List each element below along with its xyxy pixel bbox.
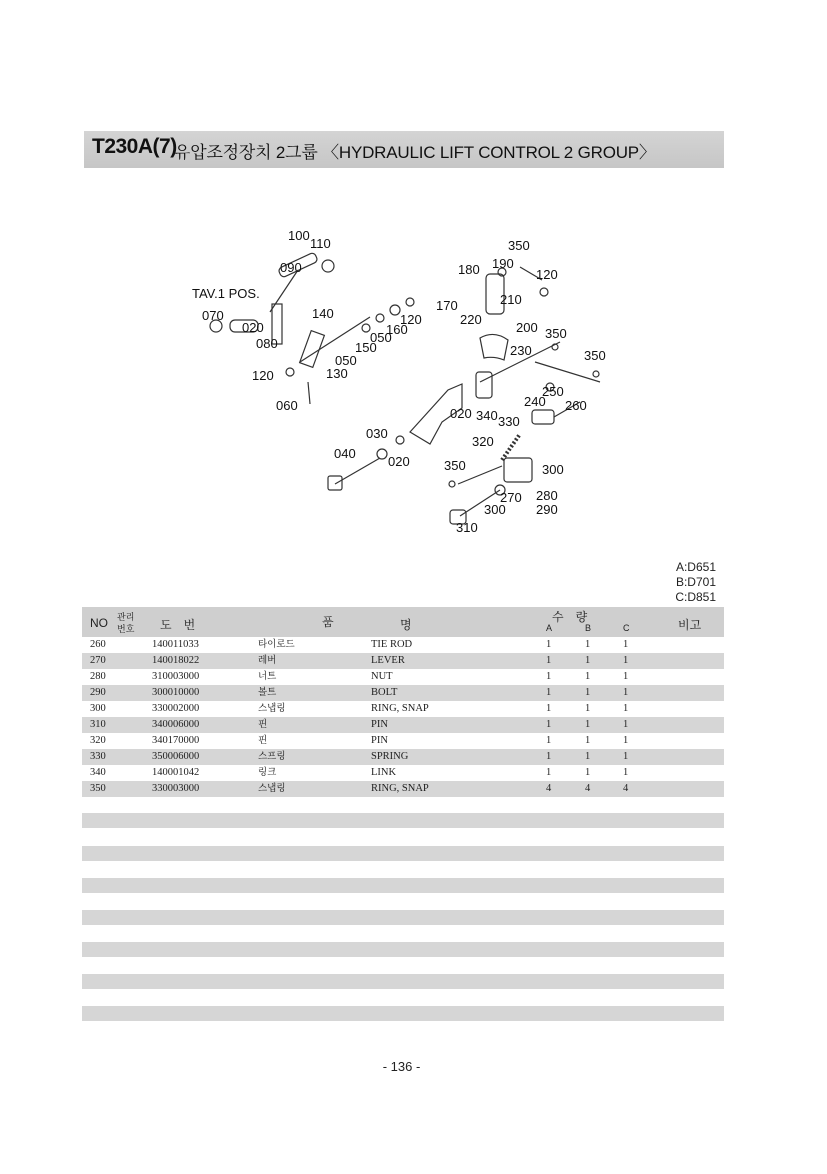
part-name-en: RING, SNAP bbox=[371, 703, 429, 714]
page-number: - 136 - bbox=[382, 1059, 421, 1074]
part-name-kr: 링크 bbox=[258, 767, 277, 778]
qty-c: 1 bbox=[623, 655, 629, 666]
header-qty: 수 량 bbox=[552, 610, 588, 624]
svg-text:350: 350 bbox=[545, 326, 567, 341]
table-row bbox=[82, 685, 724, 701]
part-name-en: PIN bbox=[371, 719, 388, 730]
part-code: 340006000 bbox=[152, 719, 200, 730]
table-row bbox=[82, 765, 724, 781]
qty-c: 1 bbox=[623, 639, 629, 650]
part-name-en: LEVER bbox=[371, 655, 405, 666]
table-row bbox=[82, 669, 724, 685]
qty-a: 1 bbox=[546, 671, 552, 682]
model-b: B:D701 bbox=[675, 575, 716, 589]
empty-row-stripe bbox=[82, 813, 724, 828]
part-name-kr: 너트 bbox=[258, 671, 277, 682]
svg-text:040: 040 bbox=[334, 446, 356, 461]
qty-b: 1 bbox=[585, 639, 591, 650]
table-row bbox=[82, 733, 724, 749]
svg-text:050: 050 bbox=[335, 353, 357, 368]
svg-text:120: 120 bbox=[536, 267, 558, 282]
svg-text:120: 120 bbox=[400, 312, 422, 327]
svg-text:340: 340 bbox=[476, 408, 498, 423]
part-name-kr: 볼트 bbox=[258, 687, 277, 698]
header-no: NO bbox=[90, 616, 108, 630]
qty-b: 1 bbox=[585, 735, 591, 746]
qty-c: 1 bbox=[623, 703, 629, 714]
part-code: 140011033 bbox=[152, 639, 199, 650]
qty-a: 1 bbox=[546, 751, 552, 762]
qty-b: 1 bbox=[585, 671, 591, 682]
qty-c: 1 bbox=[623, 671, 629, 682]
part-code: 330002000 bbox=[152, 703, 200, 714]
svg-text:190: 190 bbox=[492, 256, 514, 271]
header-name-a: 품 bbox=[322, 615, 334, 629]
part-name-en: RING, SNAP bbox=[371, 783, 429, 794]
part-name-en: PIN bbox=[371, 735, 388, 746]
part-name-en: SPRING bbox=[371, 751, 409, 762]
part-code: 300010000 bbox=[152, 687, 200, 698]
qty-c: 1 bbox=[623, 735, 629, 746]
svg-text:140: 140 bbox=[312, 306, 334, 321]
part-no: 320 bbox=[90, 735, 106, 746]
svg-text:070: 070 bbox=[202, 308, 224, 323]
qty-a: 1 bbox=[546, 655, 552, 666]
qty-c: 4 bbox=[623, 783, 629, 794]
empty-row-stripe bbox=[82, 910, 724, 925]
header-qty-a: A bbox=[546, 623, 553, 633]
svg-text:020: 020 bbox=[450, 406, 472, 421]
svg-text:350: 350 bbox=[584, 348, 606, 363]
svg-text:320: 320 bbox=[472, 434, 494, 449]
part-no: 330 bbox=[90, 751, 106, 762]
svg-text:290: 290 bbox=[536, 502, 558, 517]
svg-text:030: 030 bbox=[366, 426, 388, 441]
qty-a: 1 bbox=[546, 719, 552, 730]
qty-c: 1 bbox=[623, 751, 629, 762]
svg-text:020: 020 bbox=[388, 454, 410, 469]
svg-text:100: 100 bbox=[288, 228, 310, 243]
part-no: 270 bbox=[90, 655, 106, 666]
empty-row-stripe bbox=[82, 974, 724, 989]
table-row bbox=[82, 749, 724, 765]
svg-text:260: 260 bbox=[565, 398, 587, 413]
parts-table bbox=[82, 637, 724, 797]
svg-text:270: 270 bbox=[500, 490, 522, 505]
part-code: 140018022 bbox=[152, 655, 200, 666]
qty-b: 1 bbox=[585, 767, 591, 778]
qty-b: 1 bbox=[585, 719, 591, 730]
header-remarks: 비고 bbox=[678, 618, 702, 632]
part-name-en: BOLT bbox=[371, 687, 398, 698]
part-name-kr: 스냅링 bbox=[258, 783, 286, 794]
svg-text:170: 170 bbox=[436, 298, 458, 313]
qty-b: 4 bbox=[585, 783, 591, 794]
svg-text:200: 200 bbox=[516, 320, 538, 335]
svg-text:020: 020 bbox=[242, 320, 264, 335]
callout-labels bbox=[192, 228, 606, 535]
svg-text:350: 350 bbox=[508, 238, 530, 253]
part-name-kr: 스프링 bbox=[258, 751, 286, 762]
svg-text:050: 050 bbox=[370, 330, 392, 345]
part-no: 340 bbox=[90, 767, 106, 778]
qty-a: 4 bbox=[546, 783, 552, 794]
qty-a: 1 bbox=[546, 687, 552, 698]
header-qty-b: B bbox=[585, 623, 592, 633]
svg-text:220: 220 bbox=[460, 312, 482, 327]
qty-b: 1 bbox=[585, 655, 591, 666]
part-name-kr: 핀 bbox=[258, 735, 268, 746]
svg-text:130: 130 bbox=[326, 366, 348, 381]
part-code: 140001042 bbox=[152, 767, 200, 778]
part-code: 340170000 bbox=[152, 735, 200, 746]
qty-c: 1 bbox=[623, 719, 629, 730]
empty-row-stripe bbox=[82, 942, 724, 957]
model-legend bbox=[675, 560, 716, 605]
svg-text:330: 330 bbox=[498, 414, 520, 429]
model-a: A:D651 bbox=[675, 560, 716, 574]
qty-b: 1 bbox=[585, 703, 591, 714]
qty-a: 1 bbox=[546, 767, 552, 778]
exploded-parts-diagram bbox=[180, 222, 620, 542]
svg-text:150: 150 bbox=[355, 340, 377, 355]
svg-text:TAV.1 POS.: TAV.1 POS. bbox=[192, 286, 260, 301]
svg-text:160: 160 bbox=[386, 322, 408, 337]
svg-text:120: 120 bbox=[252, 368, 274, 383]
qty-a: 1 bbox=[546, 735, 552, 746]
header-name-b: 명 bbox=[400, 618, 412, 632]
header-qty-c: C bbox=[623, 623, 630, 633]
part-name-en: NUT bbox=[371, 671, 393, 682]
qty-c: 1 bbox=[623, 687, 629, 698]
empty-row-stripe bbox=[82, 878, 724, 893]
part-code: 310003000 bbox=[152, 671, 200, 682]
part-no: 290 bbox=[90, 687, 106, 698]
empty-row-stripe bbox=[82, 1006, 724, 1021]
svg-text:210: 210 bbox=[500, 292, 522, 307]
table-row bbox=[82, 637, 724, 653]
part-no: 310 bbox=[90, 719, 106, 730]
empty-row-stripe bbox=[82, 846, 724, 861]
part-name-en: TIE ROD bbox=[371, 639, 413, 650]
qty-a: 1 bbox=[546, 703, 552, 714]
header-mgmt-top: 관리 bbox=[117, 612, 135, 622]
table-row bbox=[82, 781, 724, 797]
part-name-kr: 핀 bbox=[258, 719, 268, 730]
part-name-kr: 타이로드 bbox=[258, 639, 295, 650]
qty-b: 1 bbox=[585, 687, 591, 698]
section-title: 유압조정장치 2그룹 〈HYDRAULIC LIFT CONTROL 2 GROUP〉 bbox=[174, 143, 656, 162]
svg-text:110: 110 bbox=[310, 236, 331, 251]
table-row bbox=[82, 717, 724, 733]
svg-text:310: 310 bbox=[456, 520, 478, 535]
part-no: 280 bbox=[90, 671, 106, 682]
qty-b: 1 bbox=[585, 751, 591, 762]
part-name-kr: 스냅링 bbox=[258, 703, 286, 714]
table-row bbox=[82, 653, 724, 669]
table-header bbox=[82, 607, 724, 637]
part-code: 330003000 bbox=[152, 783, 200, 794]
part-no: 350 bbox=[90, 783, 106, 794]
part-code: 350006000 bbox=[152, 751, 200, 762]
svg-text:280: 280 bbox=[536, 488, 558, 503]
title-bar bbox=[84, 131, 724, 168]
svg-text:180: 180 bbox=[458, 262, 480, 277]
section-code: T230A(7) bbox=[92, 135, 177, 158]
part-name-kr: 레버 bbox=[258, 655, 277, 666]
model-c: C:D851 bbox=[675, 590, 716, 604]
part-no: 300 bbox=[90, 703, 106, 714]
part-no: 260 bbox=[90, 639, 106, 650]
header-drawing-no: 도 번 bbox=[160, 618, 196, 632]
qty-a: 1 bbox=[546, 639, 552, 650]
table-row bbox=[82, 701, 724, 717]
svg-text:240: 240 bbox=[524, 394, 546, 409]
qty-c: 1 bbox=[623, 767, 629, 778]
header-mgmt-bottom: 번호 bbox=[117, 624, 135, 634]
svg-text:300: 300 bbox=[484, 502, 506, 517]
svg-text:090: 090 bbox=[280, 260, 302, 275]
svg-text:350: 350 bbox=[444, 458, 466, 473]
svg-text:230: 230 bbox=[510, 343, 532, 358]
svg-text:300: 300 bbox=[542, 462, 564, 477]
svg-text:080: 080 bbox=[256, 336, 278, 351]
part-name-en: LINK bbox=[371, 767, 397, 778]
svg-text:250: 250 bbox=[542, 384, 564, 399]
svg-text:060: 060 bbox=[276, 398, 298, 413]
